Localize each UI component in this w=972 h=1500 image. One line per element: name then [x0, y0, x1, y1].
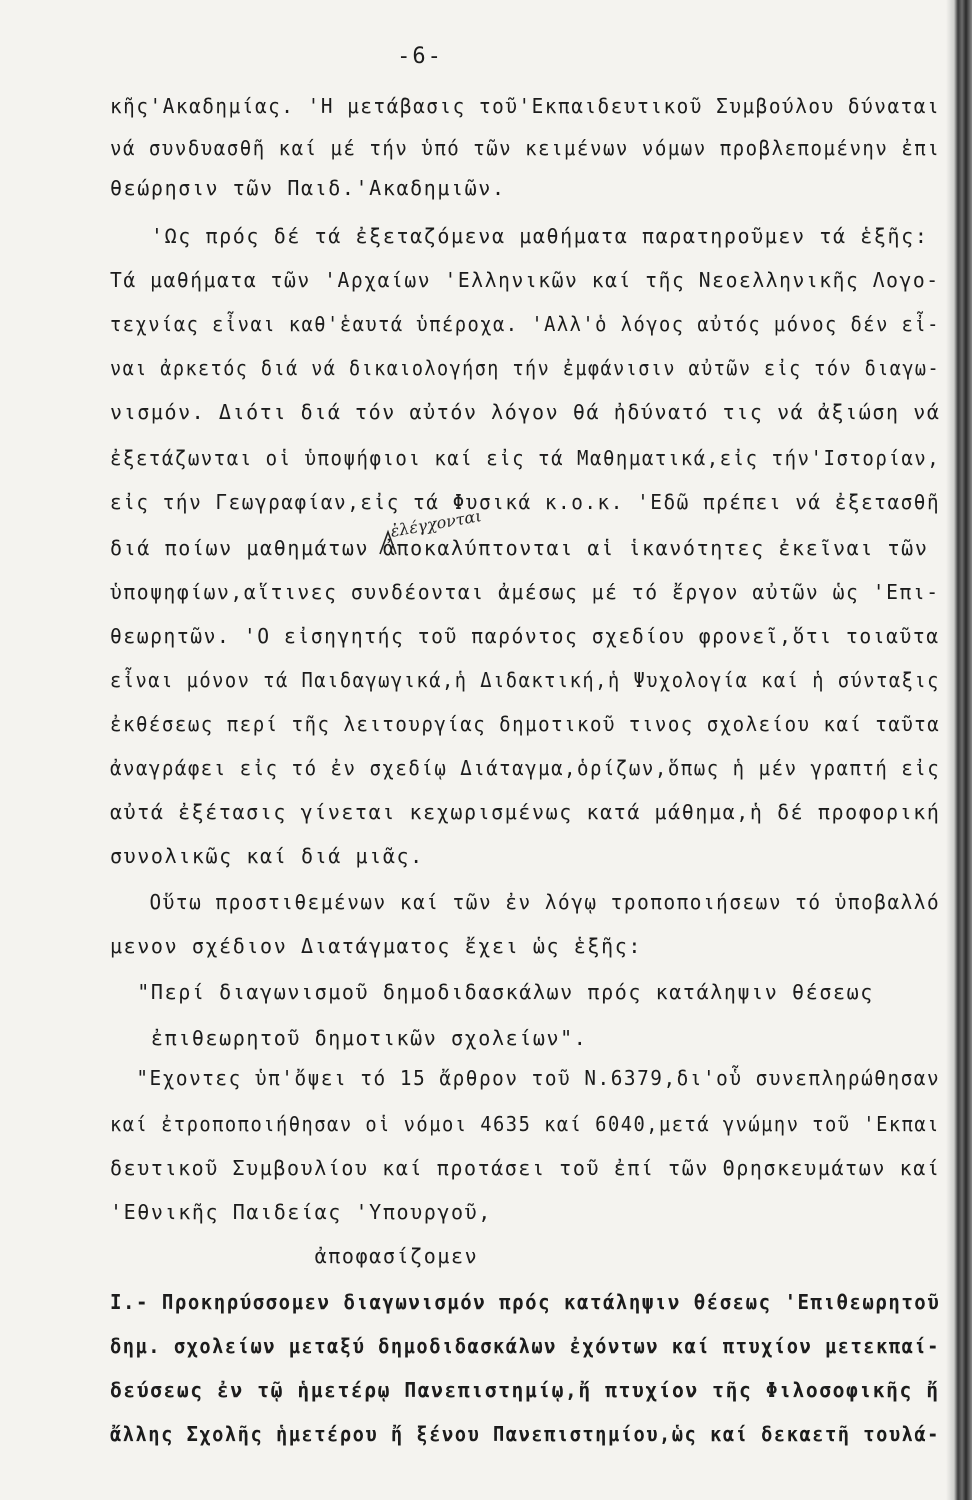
text-line: Τά μαθήματα τῶν 'Αρχαίων 'Ελληνικῶν καί τῆς Νεοελληνικῆς Λογο-	[110, 268, 940, 292]
text-line: ναι ἀρκετός διά νά δικαιολογήση τήν ἐμφάνισιν αὐτῶν εἰς τόν διαγω-	[110, 356, 941, 380]
text-line: 'Ως πρός δέ τά ἐξεταζόμενα μαθήματα παρατηροῦμεν τά ἑξῆς:	[110, 224, 929, 248]
text-line: ἀποφασίζομεν	[110, 1244, 479, 1268]
text-line: θεώρησιν τῶν Παιδ.'Ακαδημιῶν.	[110, 176, 506, 200]
text-line: εἰς τήν Γεωγραφίαν,εἰς τά Φυσικά κ.ο.κ. 'Εδῶ πρέπει νά ἐξετασθῆ	[110, 490, 941, 514]
text-line: νά συνδυασθῆ καί μέ τήν ὑπό τῶν κειμένων νόμων προβλεπομένην ἐπι	[110, 136, 941, 160]
text-line: Οὕτω προστιθεμένων καί τῶν ἐν λόγῳ τροποποιήσεων τό ὑποβαλλό	[110, 890, 941, 914]
text-line: "Περί διαγωνισμοῦ δημοδιδασκάλων πρός κατάληψιν θέσεως	[110, 980, 874, 1004]
page-number: -6-	[397, 44, 443, 69]
text-line: δεύσεως ἐν τῷ ἡμετέρῳ Πανεπιστημίῳ,ἤ πτυχίον τῆς Φιλοσοφικῆς ἤ	[110, 1378, 940, 1402]
text-line: ἄλλης Σχολῆς ἡμετέρου ἤ ξένου Πανεπιστημίου,ὡς καί δεκαετῆ τουλά-	[110, 1422, 940, 1446]
text-line: ἐπιθεωρητοῦ δημοτικῶν σχολείων".	[110, 1026, 588, 1050]
text-line: εἶναι μόνον τά Παιδαγωγικά,ἡ Διδακτική,ἡ Ψυχολογία καί ἡ σύνταξις	[110, 668, 940, 692]
text-line: συνολικῶς καί διά μιᾶς.	[110, 844, 424, 868]
text-line: μενον σχέδιον Διατάγματος ἔχει ὡς ἑξῆς:	[110, 934, 642, 958]
text-line: τεχνίας εἶναι καθ'ἑαυτά ὑπέροχα. 'Αλλ'ὁ λόγος αὐτός μόνος δέν εἶ-	[110, 312, 940, 336]
handwritten-insertion: ἐλέγχονται	[389, 506, 483, 541]
text-line: δημ. σχολείων μεταξύ δημοδιδασκάλων ἐχόντων καί πτυχίον μετεκπαί-	[110, 1334, 940, 1358]
text-line: θεωρητῶν. 'Ο εἰσηγητής τοῦ παρόντος σχεδίου φρονεῖ,ὅτι τοιαῦτα	[110, 624, 940, 648]
text-line: "Εχοντες ὑπ'ὄψει τό 15 ἄρθρον τοῦ Ν.6379,δι'οὗ συνεπληρώθησαν	[110, 1066, 941, 1090]
text-line: ἀναγράφει εἰς τό ἐν σχεδίῳ Διάταγμα,ὁρίζων,ὅπως ἡ μέν γραπτή εἰς	[110, 756, 941, 780]
text-line: 'Εθνικῆς Παιδείας 'Υπουργοῦ,	[110, 1200, 492, 1224]
text-line: ἐξετάζωνται οἱ ὑποψήφιοι καί εἰς τά Μαθηματικά,εἰς τήν'Ιστορίαν,	[110, 446, 941, 470]
text-line: δευτικοῦ Συμβουλίου καί προτάσει τοῦ ἐπί τῶν Θρησκευμάτων καί	[110, 1156, 941, 1180]
text-line: νισμόν. Διότι διά τόν αὐτόν λόγον θά ἠδύνατό τις νά ἀξιώση νά	[110, 400, 941, 424]
text-line: ἐκθέσεως περί τῆς λειτουργίας δημοτικοῦ τινος σχολείου καί ταῦτα	[110, 712, 941, 736]
text-line: καί ἐτροποποιήθησαν οἱ νόμοι 4635 καί 6040,μετά γνώμην τοῦ 'Εκπαι	[110, 1112, 940, 1136]
page-edge-shadow	[946, 0, 972, 1500]
text-line: διά ποίων μαθημάτων ἀποκαλύπτονται αἱ ἱκανότητες ἐκεῖναι τῶν	[110, 536, 929, 560]
text-line: αὐτά ἐξέτασις γίνεται κεχωρισμένως κατά μάθημα,ἡ δέ προφορική	[110, 800, 941, 824]
text-line: κῆς'Ακαδημίας. 'Η μετάβασις τοῦ'Εκπαιδευτικοῦ Συμβούλου δύναται	[110, 94, 941, 118]
text-line: ὑποψηφίων,αἵτινες συνδέονται ἀμέσως μέ τό ἔργον αὐτῶν ὡς 'Επι-	[110, 580, 940, 604]
text-line: Ι.- Προκηρύσσομεν διαγωνισμόν πρός κατάληψιν θέσεως 'Επιθεωρητοῦ	[110, 1290, 941, 1314]
